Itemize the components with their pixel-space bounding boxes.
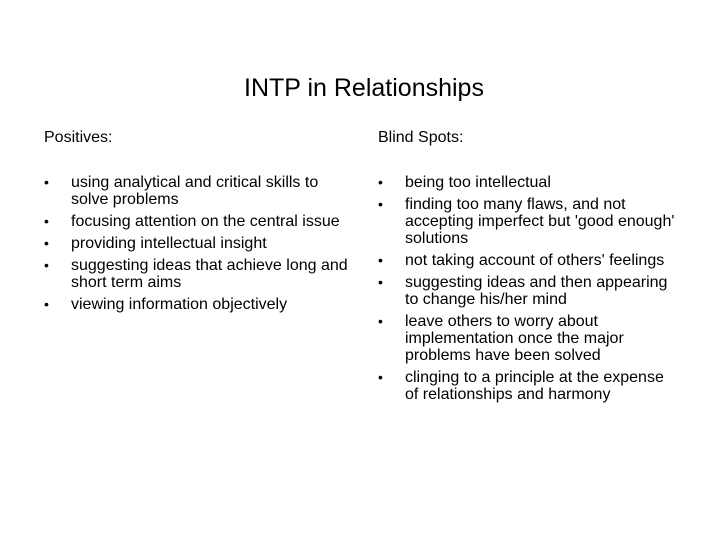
list-item-text: focusing attention on the central issue <box>71 213 340 230</box>
bullet-icon: • <box>44 174 49 190</box>
list-item-text: suggesting ideas and then appearing to change his/her mind <box>405 274 668 308</box>
bullet-icon: • <box>378 274 383 290</box>
list-item <box>44 296 354 313</box>
bullet-icon: • <box>378 369 383 385</box>
bullet-icon: • <box>378 174 383 190</box>
list-item <box>44 174 354 208</box>
list-item <box>378 252 678 269</box>
positives-column <box>44 128 354 318</box>
bullet-icon: • <box>378 313 383 329</box>
bullet-icon: • <box>44 213 49 229</box>
bullet-icon: • <box>44 257 49 273</box>
list-item-text: clinging to a principle at the expense of relationships and harmony <box>405 369 664 403</box>
list-item-text: providing intellectual insight <box>71 235 267 252</box>
slide-title: INTP in Relationships <box>244 73 484 102</box>
list-item-text: using analytical and critical skills to solve problems <box>71 174 319 208</box>
bullet-icon: • <box>378 252 383 268</box>
list-item-text: viewing information objectively <box>71 296 288 313</box>
blind-spots-column <box>378 128 678 408</box>
list-item <box>44 213 354 230</box>
list-item <box>378 369 678 403</box>
blind-spots-heading: Blind Spots: <box>378 129 464 146</box>
list-item <box>44 257 354 291</box>
list-item <box>378 274 678 308</box>
bullet-icon: • <box>44 235 49 251</box>
positives-list <box>44 174 354 313</box>
list-item <box>378 196 678 247</box>
list-item-text: being too intellectual <box>405 174 551 191</box>
blind-spots-list <box>378 174 678 403</box>
list-item <box>44 235 354 252</box>
list-item-text: leave others to worry about implementation once the major problems have been solved <box>405 313 624 364</box>
positives-heading: Positives: <box>44 129 113 146</box>
list-item-text: not taking account of others' feelings <box>405 252 665 269</box>
list-item-text: suggesting ideas that achieve long and short term aims <box>71 257 348 291</box>
list-item-text: finding too many flaws, and not accepting imperfect but 'good enough' solutions <box>405 196 675 247</box>
list-item <box>378 174 678 191</box>
bullet-icon: • <box>44 296 49 312</box>
bullet-icon: • <box>378 196 383 212</box>
list-item <box>378 313 678 364</box>
